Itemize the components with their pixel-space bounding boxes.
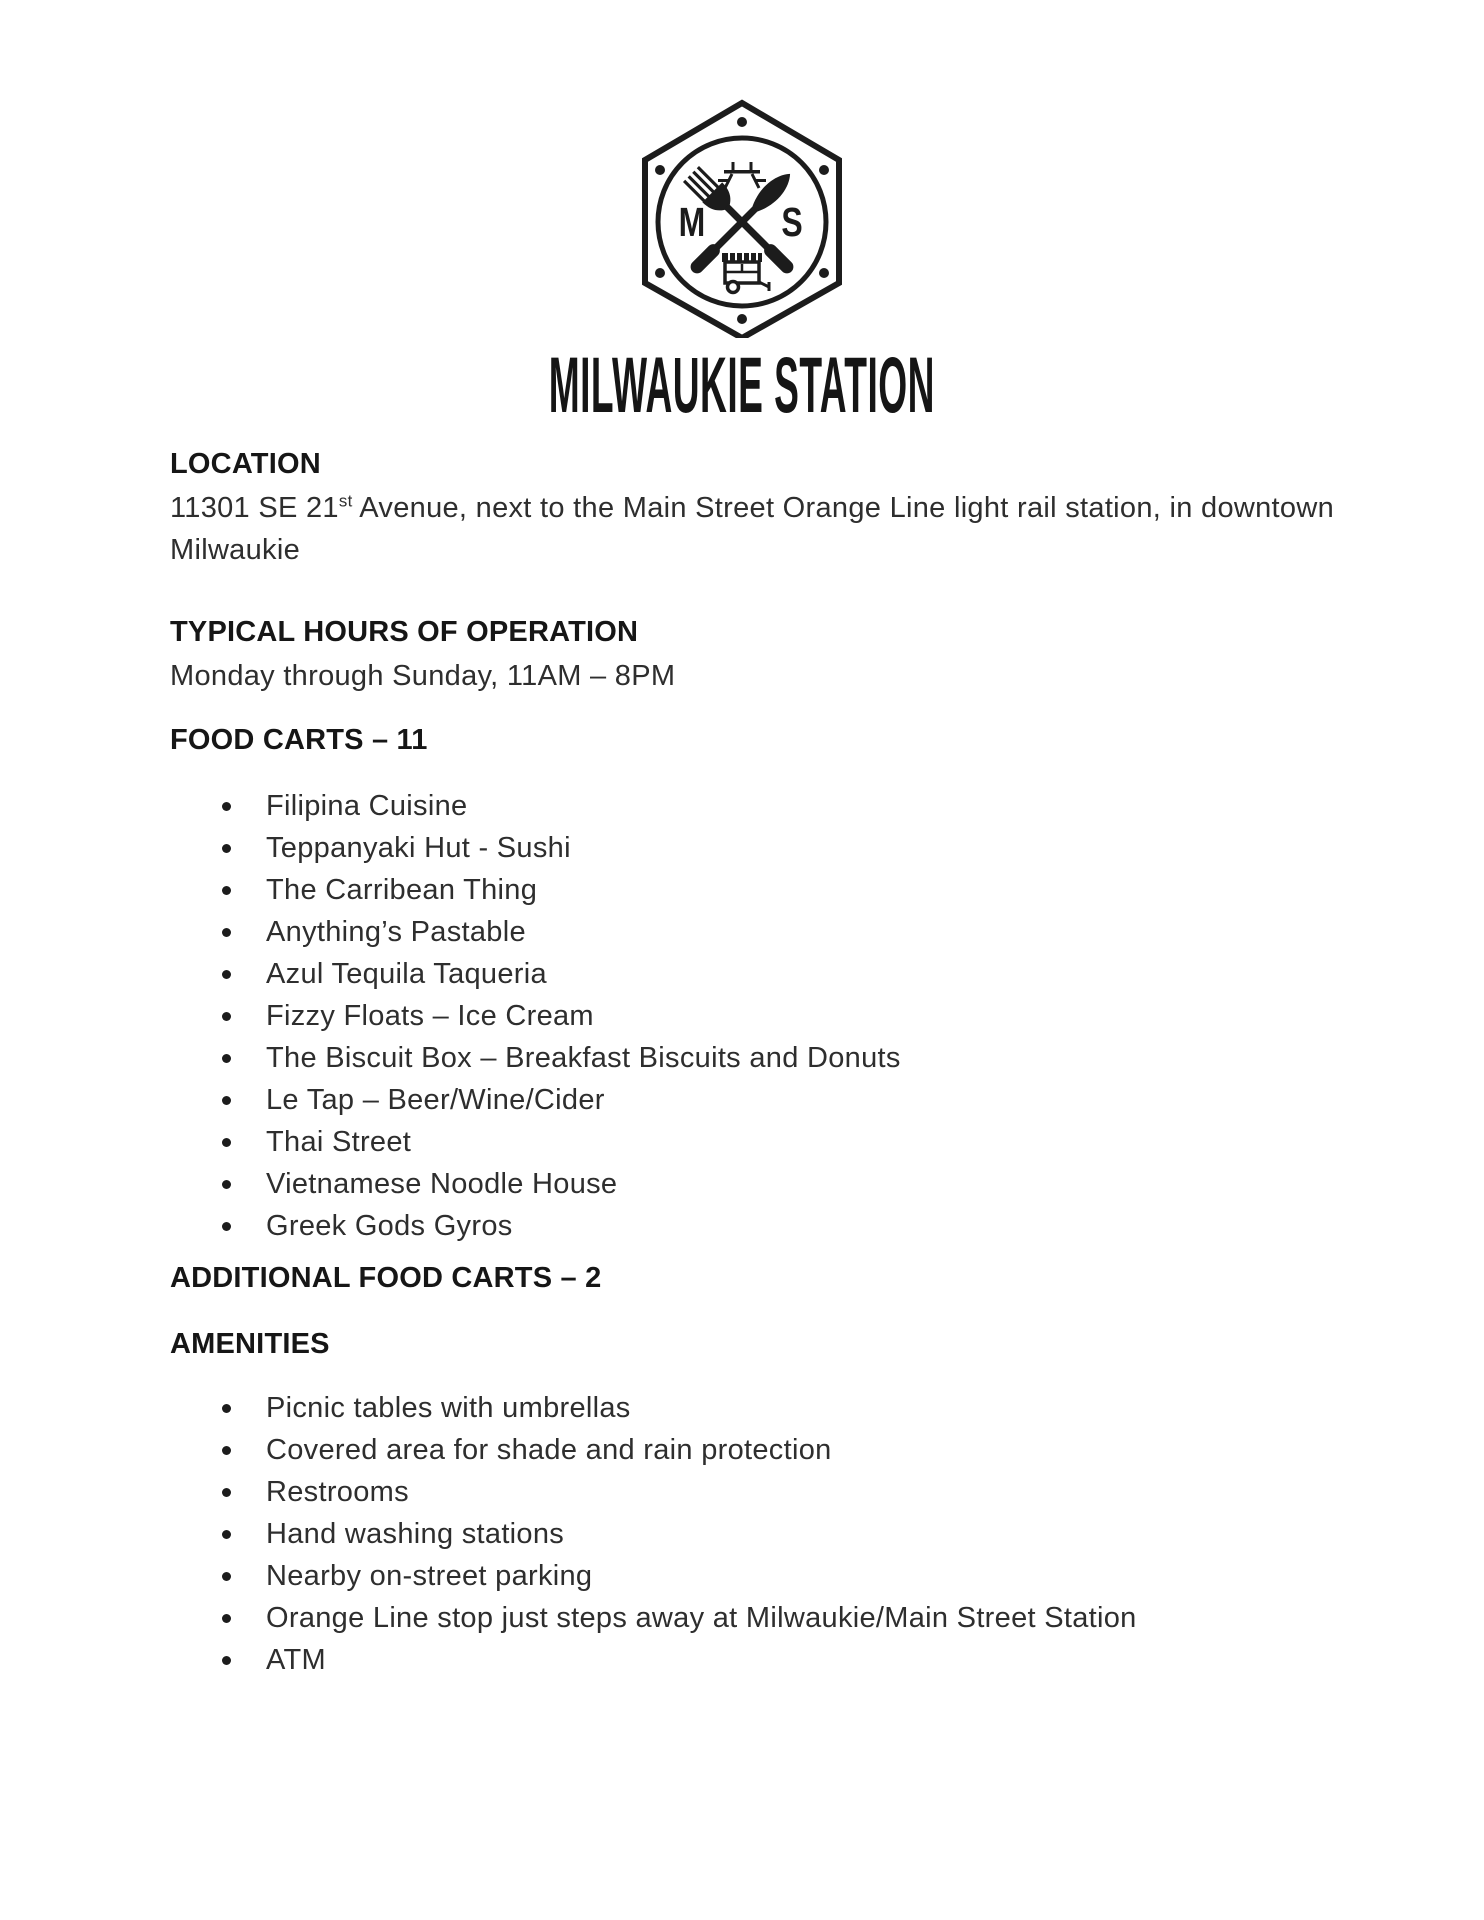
logo-letter-s xyxy=(781,199,802,245)
list-item: Orange Line stop just steps away at Milwaukie/Main Street Station xyxy=(222,1597,1350,1639)
list-item: Le Tap – Beer/Wine/Cider xyxy=(222,1079,1350,1121)
list-item: Greek Gods Gyros xyxy=(222,1205,1350,1247)
food-carts-heading: FOOD CARTS – 11 xyxy=(170,724,428,756)
list-item: Anything’s Pastable xyxy=(222,911,1350,953)
list-item: Covered area for shade and rain protection xyxy=(222,1429,1350,1471)
logo-letter-m xyxy=(679,199,706,245)
list-item: The Carribean Thing xyxy=(222,869,1350,911)
amenities-heading: AMENITIES xyxy=(170,1328,330,1360)
document-content xyxy=(170,447,1350,1681)
food-carts-list xyxy=(170,785,1350,1247)
hours-heading: TYPICAL HOURS OF OPERATION xyxy=(170,616,639,648)
address-prefix: 11301 SE 21 xyxy=(170,492,339,524)
svg-text:M: M xyxy=(678,199,706,245)
page-title: MILWAUKIE STATION xyxy=(548,340,936,429)
list-item: Azul Tequila Taqueria xyxy=(222,953,1350,995)
svg-text:S: S xyxy=(781,199,803,245)
food-cart-icon xyxy=(722,253,769,293)
list-item: The Biscuit Box – Breakfast Biscuits and Donuts xyxy=(222,1037,1350,1079)
list-item: Restrooms xyxy=(222,1471,1350,1513)
list-item: Teppanyaki Hut - Sushi xyxy=(222,827,1350,869)
list-item: Picnic tables with umbrellas xyxy=(222,1387,1350,1429)
milwaukie-station-logo-icon xyxy=(632,98,852,338)
ordinal-suffix: st xyxy=(338,491,353,511)
location-address xyxy=(170,487,1350,571)
logo-block xyxy=(0,0,1484,343)
hours-text: Monday through Sunday, 11AM – 8PM xyxy=(170,660,676,692)
list-item: Nearby on-street parking xyxy=(222,1555,1350,1597)
list-item: Hand washing stations xyxy=(222,1513,1350,1555)
list-item: ATM xyxy=(222,1639,1350,1681)
list-item: Filipina Cuisine xyxy=(222,785,1350,827)
list-item: Fizzy Floats – Ice Cream xyxy=(222,995,1350,1037)
picnic-table-icon xyxy=(718,162,766,188)
title-block xyxy=(0,340,1484,429)
additional-food-carts-heading: ADDITIONAL FOOD CARTS – 2 xyxy=(170,1262,602,1294)
address-rest: Avenue, next to the Main Street Orange Line light rail station, in downtown Milwaukie xyxy=(170,492,1335,566)
list-item: Vietnamese Noodle House xyxy=(222,1163,1350,1205)
list-item: Thai Street xyxy=(222,1121,1350,1163)
location-heading: LOCATION xyxy=(170,448,321,480)
amenities-list xyxy=(170,1387,1350,1681)
